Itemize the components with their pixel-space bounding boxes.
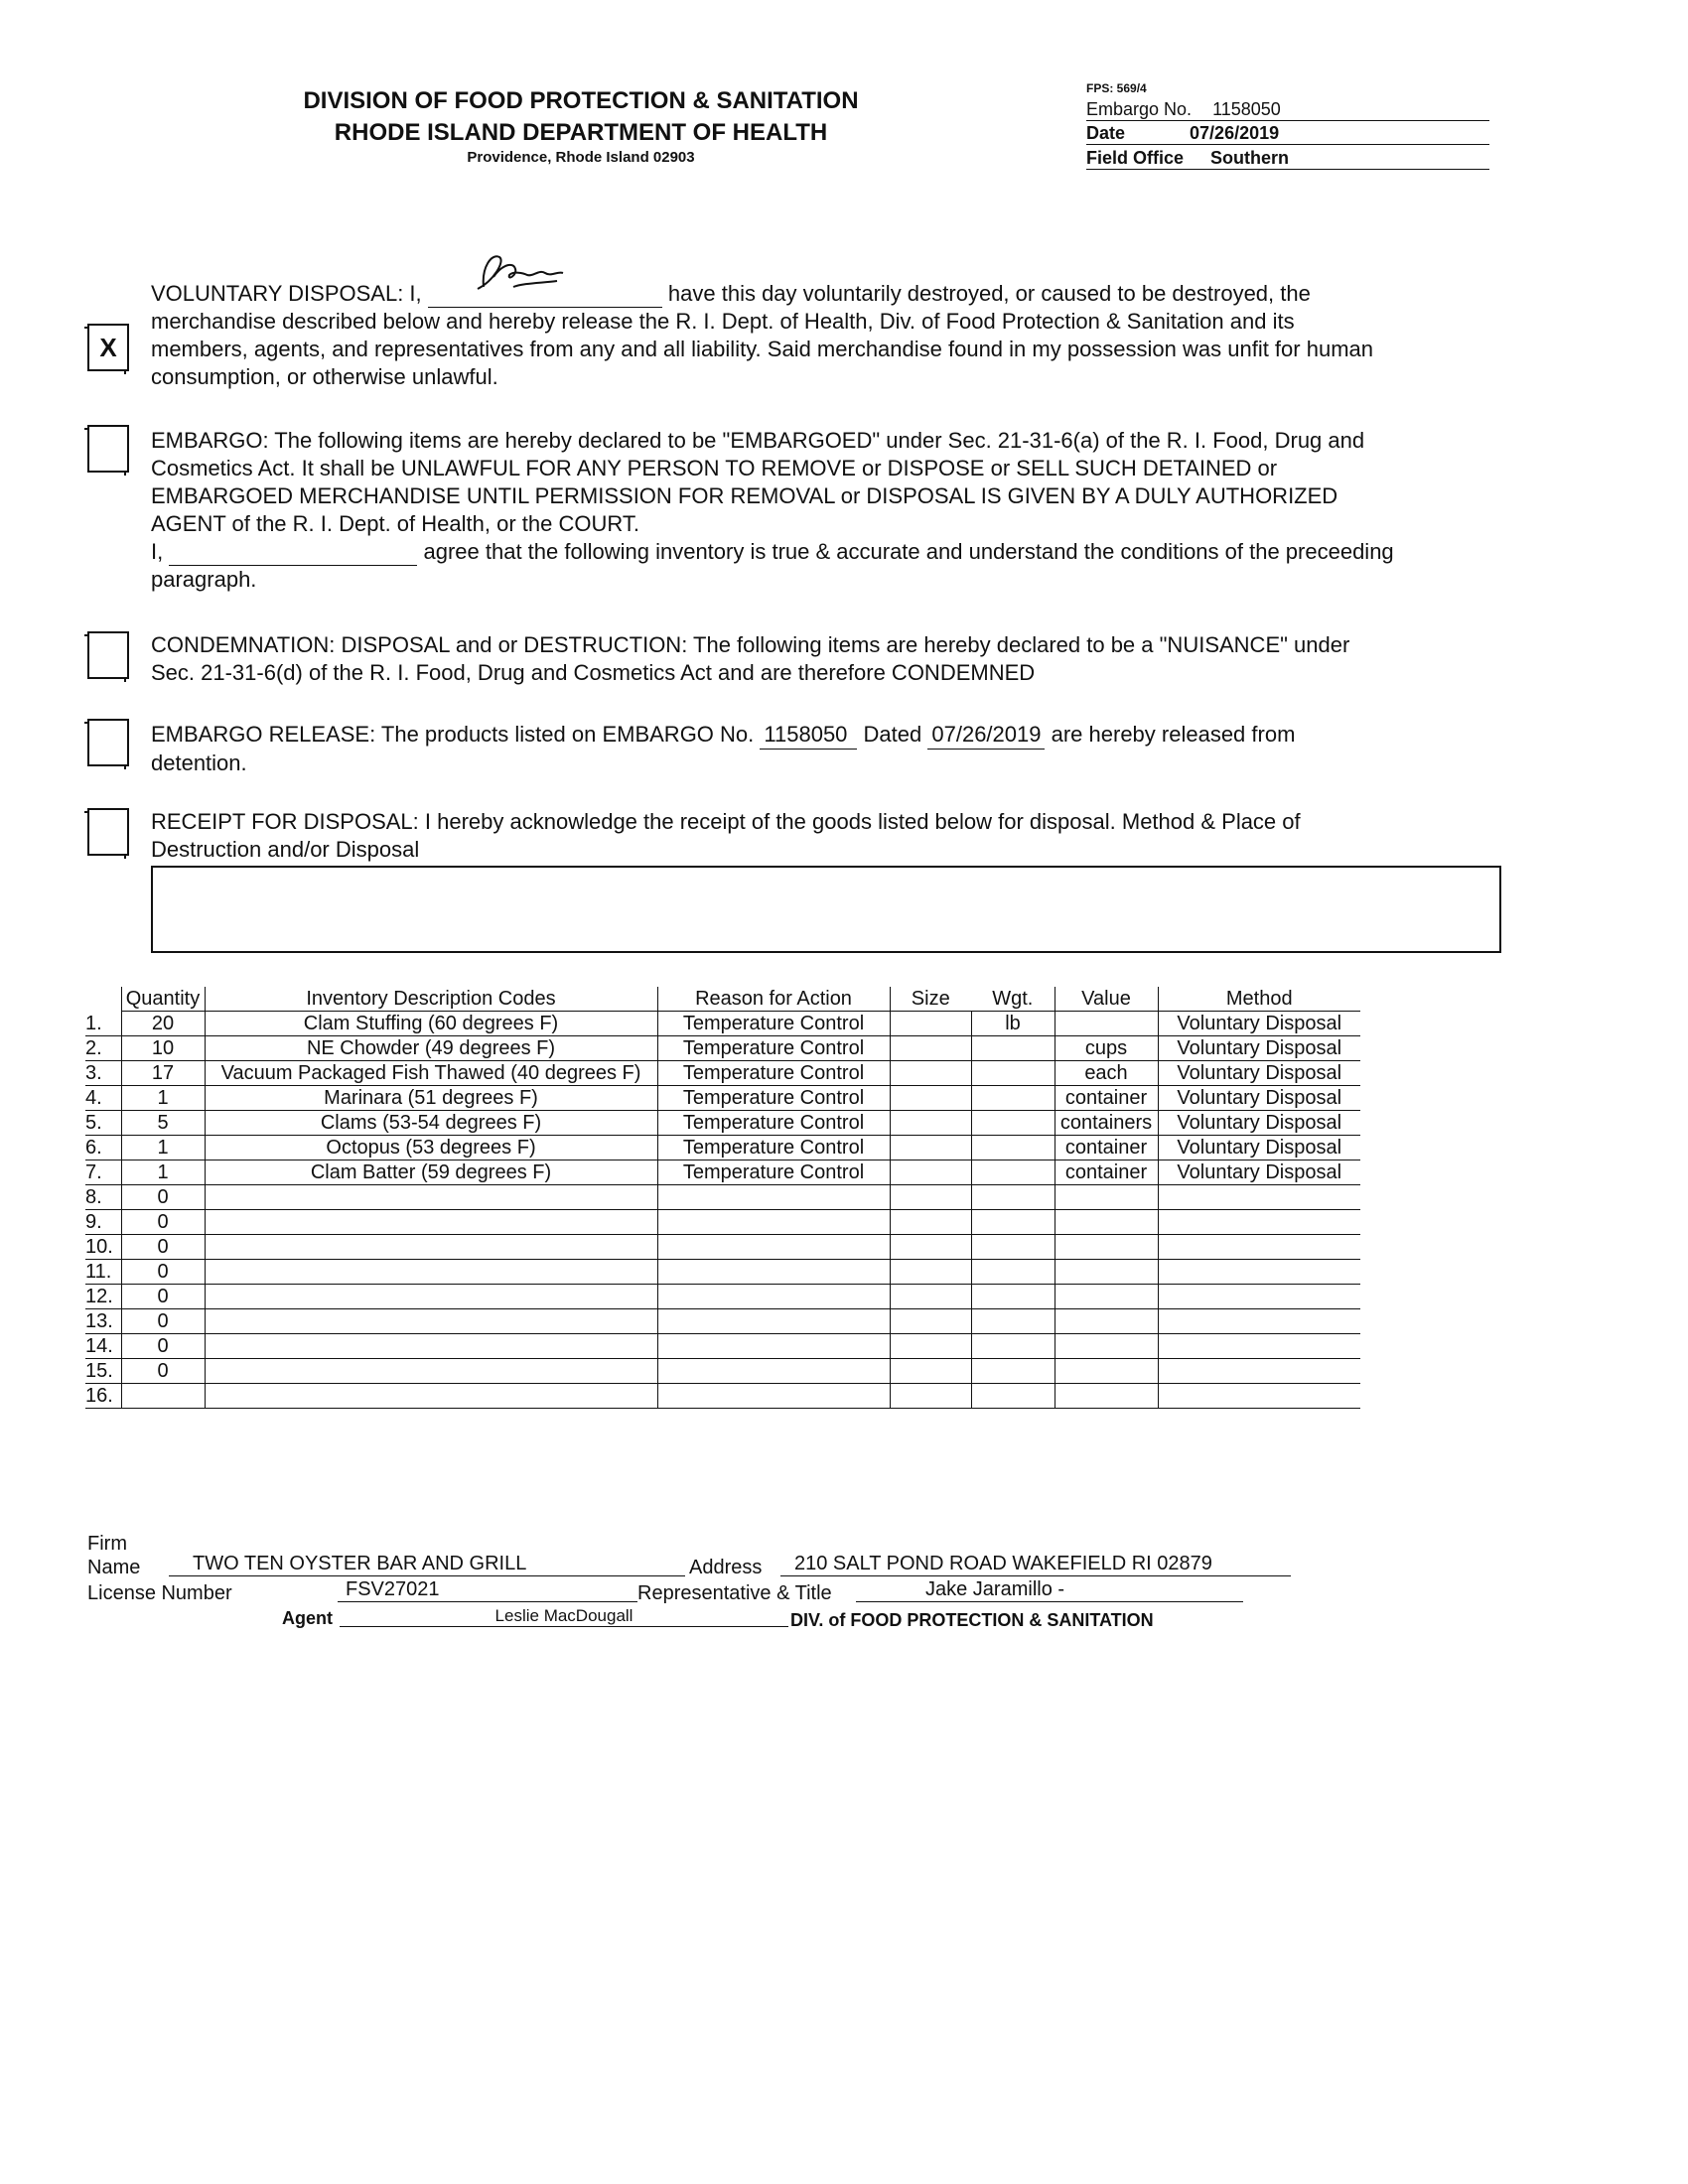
voluntary-text-after: have this day voluntarily destroyed, or caused to be destroyed, the: [667, 281, 1311, 306]
value-cell: [1055, 1260, 1158, 1285]
embargo-line-5-prefix: I,: [151, 539, 164, 564]
description-cell: Clam Batter (59 degrees F): [205, 1160, 657, 1185]
condemnation-checkbox[interactable]: [87, 631, 129, 679]
method-header: Method: [1158, 987, 1360, 1012]
row-number: 12.: [85, 1285, 121, 1309]
description-cell: [205, 1260, 657, 1285]
quantity-cell: 0: [121, 1309, 205, 1334]
agent-label: Agent: [282, 1608, 333, 1628]
quantity-cell: 20: [121, 1012, 205, 1036]
quantity-cell: 0: [121, 1185, 205, 1210]
table-row: [85, 1136, 1360, 1160]
embargo-label: Embargo No.: [1086, 99, 1193, 119]
table-row: [85, 1384, 1360, 1409]
method-cell: Voluntary Disposal: [1158, 1086, 1360, 1111]
field-office-value: Southern: [1210, 148, 1290, 168]
description-cell: [205, 1210, 657, 1235]
disposal-method-box[interactable]: [151, 866, 1501, 953]
method-cell: [1158, 1210, 1360, 1235]
size-cell: [890, 1036, 971, 1061]
method-cell: [1158, 1384, 1360, 1409]
method-cell: [1158, 1359, 1360, 1384]
value-cell: container: [1055, 1160, 1158, 1185]
method-cell: [1158, 1285, 1360, 1309]
date-value: 07/26/2019: [1190, 123, 1280, 143]
firm-address: 210 SALT POND ROAD WAKEFIELD RI 02879: [780, 1553, 1291, 1576]
description-cell: [205, 1384, 657, 1409]
quantity-cell: 0: [121, 1359, 205, 1384]
size-cell: [890, 1359, 971, 1384]
size-cell: [890, 1309, 971, 1334]
reason-cell: [657, 1334, 890, 1359]
fps-code: FPS: 569/4: [1086, 81, 1147, 95]
row-number: 7.: [85, 1160, 121, 1185]
row-number: 11.: [85, 1260, 121, 1285]
weight-cell: [971, 1160, 1055, 1185]
size-cell: [890, 1136, 971, 1160]
embargo-line-5: [151, 538, 1511, 566]
release-line-2: detention.: [151, 751, 247, 775]
method-cell: [1158, 1185, 1360, 1210]
value-cell: [1055, 1334, 1158, 1359]
quantity-cell: 0: [121, 1285, 205, 1309]
value-cell: container: [1055, 1086, 1158, 1111]
method-cell: Voluntary Disposal: [1158, 1012, 1360, 1036]
description-cell: Vacuum Packaged Fish Thawed (40 degrees F): [205, 1061, 657, 1086]
agent-name: Leslie MacDougall: [340, 1606, 788, 1627]
header-title-2: RHODE ISLAND DEPARTMENT OF HEALTH: [334, 119, 828, 146]
reason-cell: Temperature Control: [657, 1012, 890, 1036]
description-cell: [205, 1334, 657, 1359]
size-cell: [890, 1210, 971, 1235]
field-office-label: Field Office: [1086, 148, 1185, 168]
embargo-name-blank[interactable]: [169, 543, 417, 566]
weight-cell: lb: [971, 1012, 1055, 1036]
table-row: [85, 1334, 1360, 1359]
date-label: Date: [1086, 123, 1126, 143]
quantity-cell: 0: [121, 1210, 205, 1235]
reason-cell: Temperature Control: [657, 1036, 890, 1061]
table-row: [85, 1235, 1360, 1260]
method-cell: Voluntary Disposal: [1158, 1111, 1360, 1136]
quantity-cell: 0: [121, 1235, 205, 1260]
embargo-line-2: Cosmetics Act. It shall be UNLAWFUL FOR ANY PERSON TO REMOVE or DISPOSE or SELL SUCH DETAINED or: [151, 456, 1278, 480]
size-cell: [890, 1012, 971, 1036]
condemnation-line-2: Sec. 21-31-6(d) of the R. I. Food, Drug and Cosmetics Act and are therefore CONDEMNED: [151, 660, 1036, 685]
method-cell: [1158, 1260, 1360, 1285]
value-cell: containers: [1055, 1111, 1158, 1136]
value-cell: [1055, 1384, 1158, 1409]
voluntary-signature-line: [428, 281, 662, 308]
value-cell: [1055, 1309, 1158, 1334]
quantity-cell: 1: [121, 1160, 205, 1185]
firm-name: TWO TEN OYSTER BAR AND GRILL: [169, 1553, 685, 1576]
size-cell: [890, 1111, 971, 1136]
size-header: Size: [890, 987, 971, 1012]
reason-cell: Temperature Control: [657, 1136, 890, 1160]
description-cell: [205, 1185, 657, 1210]
inventory-body: [85, 1012, 1360, 1409]
weight-cell: [971, 1384, 1055, 1409]
inventory-table: [85, 987, 1360, 1409]
value-cell: container: [1055, 1136, 1158, 1160]
voluntary-checkbox[interactable]: [87, 324, 129, 371]
receipt-line-2: Destruction and/or Disposal: [151, 837, 420, 862]
header-title-1: DIVISION OF FOOD PROTECTION & SANITATION: [303, 87, 859, 114]
value-cell: [1055, 1235, 1158, 1260]
method-cell: Voluntary Disposal: [1158, 1036, 1360, 1061]
date-row: [1086, 123, 1489, 145]
row-number: 8.: [85, 1185, 121, 1210]
reason-cell: Temperature Control: [657, 1086, 890, 1111]
voluntary-prefix: VOLUNTARY DISPOSAL: I,: [151, 281, 422, 306]
row-number: 13.: [85, 1309, 121, 1334]
value-cell: [1055, 1359, 1158, 1384]
table-row: [85, 1160, 1360, 1185]
license-label: License Number: [87, 1582, 232, 1604]
voluntary-line-1: [151, 280, 1511, 308]
voluntary-line-3: members, agents, and representatives from any and all liability. Said merchandise found in my possession was unfit for human: [151, 337, 1373, 361]
reason-cell: [657, 1384, 890, 1409]
voluntary-line-4: consumption, or otherwise unlawful.: [151, 364, 498, 389]
embargo-checkbox[interactable]: [87, 425, 129, 473]
size-cell: [890, 1086, 971, 1111]
method-cell: Voluntary Disposal: [1158, 1160, 1360, 1185]
weight-cell: [971, 1359, 1055, 1384]
reason-cell: Temperature Control: [657, 1061, 890, 1086]
value-cell: [1055, 1285, 1158, 1309]
release-date: 07/26/2019: [927, 721, 1045, 750]
size-cell: [890, 1260, 971, 1285]
header-address: Providence, Rhode Island 02903: [467, 149, 695, 166]
release-line-1: [151, 721, 1511, 750]
table-row: [85, 1086, 1360, 1111]
value-cell: cups: [1055, 1036, 1158, 1061]
embargo-line-6: paragraph.: [151, 567, 257, 592]
quantity-cell: 17: [121, 1061, 205, 1086]
description-cell: NE Chowder (49 degrees F): [205, 1036, 657, 1061]
embargo-line-3: EMBARGOED MERCHANDISE UNTIL PERMISSION FOR REMOVAL or DISPOSAL IS GIVEN BY A DULY AUTHORIZED: [151, 483, 1338, 508]
condemnation-paragraph: [151, 631, 1511, 687]
representative-label: Representative & Title: [637, 1582, 832, 1604]
description-cell: [205, 1235, 657, 1260]
row-number: 15.: [85, 1359, 121, 1384]
receipt-line-1: RECEIPT FOR DISPOSAL: I hereby acknowledge the receipt of the goods listed below for disposal. Method & Place of: [151, 809, 1301, 834]
release-dated-label: Dated: [863, 722, 922, 747]
signature-mark: [454, 247, 593, 299]
table-row: [85, 1185, 1360, 1210]
method-cell: [1158, 1235, 1360, 1260]
quantity-cell: 10: [121, 1036, 205, 1061]
release-prefix: EMBARGO RELEASE: The products listed on EMBARGO No.: [151, 722, 755, 747]
address-label: Address: [689, 1557, 763, 1578]
quantity-cell: 1: [121, 1136, 205, 1160]
weight-cell: [971, 1260, 1055, 1285]
reason-cell: Temperature Control: [657, 1160, 890, 1185]
size-cell: [890, 1384, 971, 1409]
description-cell: [205, 1359, 657, 1384]
embargo-number-row: [1086, 99, 1489, 121]
row-number: 2.: [85, 1036, 121, 1061]
reason-cell: [657, 1359, 890, 1384]
row-number: 14.: [85, 1334, 121, 1359]
reason-cell: [657, 1285, 890, 1309]
description-cell: Octopus (53 degrees F): [205, 1136, 657, 1160]
row-number: 10.: [85, 1235, 121, 1260]
division-label: DIV. of FOOD PROTECTION & SANITATION: [790, 1610, 1154, 1630]
license-number: FSV27021: [338, 1578, 637, 1602]
weight-cell: [971, 1334, 1055, 1359]
embargo-line-4: AGENT of the R. I. Dept. of Health, or the COURT.: [151, 511, 639, 536]
row-number: 16.: [85, 1384, 121, 1409]
quantity-cell: 0: [121, 1334, 205, 1359]
table-row: [85, 1111, 1360, 1136]
weight-header: Wgt.: [971, 987, 1055, 1012]
reason-cell: [657, 1210, 890, 1235]
voluntary-line-2: merchandise described below and hereby release the R. I. Dept. of Health, Div. of Food Protection & Sanitation and its: [151, 309, 1295, 334]
table-row: [85, 1285, 1360, 1309]
reason-cell: [657, 1235, 890, 1260]
weight-cell: [971, 1185, 1055, 1210]
description-cell: Clam Stuffing (60 degrees F): [205, 1012, 657, 1036]
weight-cell: [971, 1210, 1055, 1235]
description-cell: [205, 1309, 657, 1334]
weight-cell: [971, 1086, 1055, 1111]
table-row: [85, 1012, 1360, 1036]
size-cell: [890, 1285, 971, 1309]
embargo-line-5-after: agree that the following inventory is true & accurate and understand the conditions of the preceeding: [423, 539, 1394, 564]
voluntary-paragraph: [151, 280, 1511, 391]
row-number: 4.: [85, 1086, 121, 1111]
size-cell: [890, 1160, 971, 1185]
reason-cell: [657, 1309, 890, 1334]
size-cell: [890, 1185, 971, 1210]
method-cell: [1158, 1334, 1360, 1359]
table-row: [85, 1036, 1360, 1061]
method-cell: Voluntary Disposal: [1158, 1061, 1360, 1086]
firm-label-1: Firm: [87, 1533, 127, 1555]
weight-cell: [971, 1036, 1055, 1061]
embargo-paragraph: [151, 427, 1511, 594]
condemnation-line-1: CONDEMNATION: DISPOSAL and or DESTRUCTION: The following items are hereby declared to be a "NUISANCE" under: [151, 632, 1350, 657]
voluntary-check-mark: X: [99, 333, 117, 362]
description-cell: [205, 1285, 657, 1309]
row-number: 1.: [85, 1012, 121, 1036]
quantity-cell: [121, 1384, 205, 1409]
value-cell: each: [1055, 1061, 1158, 1086]
release-checkbox[interactable]: [87, 719, 129, 766]
quantity-cell: 0: [121, 1260, 205, 1285]
weight-cell: [971, 1235, 1055, 1260]
embargo-line-1: EMBARGO: The following items are hereby declared to be "EMBARGOED" under Sec. 21-31-6(a) of the R. I. Food, Drug and: [151, 428, 1365, 453]
size-cell: [890, 1334, 971, 1359]
weight-cell: [971, 1309, 1055, 1334]
representative: Jake Jaramillo -: [856, 1578, 1243, 1602]
table-row: [85, 1260, 1360, 1285]
size-cell: [890, 1235, 971, 1260]
reason-cell: [657, 1185, 890, 1210]
field-office-row: [1086, 148, 1489, 170]
firm-label-2: Name: [87, 1557, 141, 1578]
receipt-checkbox[interactable]: [87, 808, 129, 856]
weight-cell: [971, 1061, 1055, 1086]
value-cell: [1055, 1185, 1158, 1210]
description-cell: Clams (53-54 degrees F): [205, 1111, 657, 1136]
weight-cell: [971, 1136, 1055, 1160]
description-cell: Marinara (51 degrees F): [205, 1086, 657, 1111]
weight-cell: [971, 1285, 1055, 1309]
description-header: Inventory Description Codes: [205, 987, 657, 1012]
release-embargo-number: 1158050: [760, 721, 857, 750]
weight-cell: [971, 1111, 1055, 1136]
quantity-header: Quantity: [121, 987, 205, 1012]
row-number: 5.: [85, 1111, 121, 1136]
embargo-number: 1158050: [1212, 99, 1281, 119]
reason-cell: [657, 1260, 890, 1285]
table-row: [85, 1061, 1360, 1086]
reason-cell: Temperature Control: [657, 1111, 890, 1136]
value-cell: [1055, 1012, 1158, 1036]
inventory-header-row: [85, 987, 1360, 1012]
method-cell: [1158, 1309, 1360, 1334]
value-header: Value: [1055, 987, 1158, 1012]
reason-header: Reason for Action: [657, 987, 890, 1012]
size-cell: [890, 1061, 971, 1086]
row-number: 6.: [85, 1136, 121, 1160]
row-number: 3.: [85, 1061, 121, 1086]
value-cell: [1055, 1210, 1158, 1235]
table-row: [85, 1210, 1360, 1235]
quantity-cell: 1: [121, 1086, 205, 1111]
table-row: [85, 1359, 1360, 1384]
release-suffix: are hereby released from: [1051, 722, 1296, 747]
release-paragraph: [151, 721, 1511, 777]
table-row: [85, 1309, 1360, 1334]
row-number-header: [85, 987, 121, 1012]
row-number: 9.: [85, 1210, 121, 1235]
quantity-cell: 5: [121, 1111, 205, 1136]
receipt-paragraph: [151, 808, 1511, 864]
method-cell: Voluntary Disposal: [1158, 1136, 1360, 1160]
